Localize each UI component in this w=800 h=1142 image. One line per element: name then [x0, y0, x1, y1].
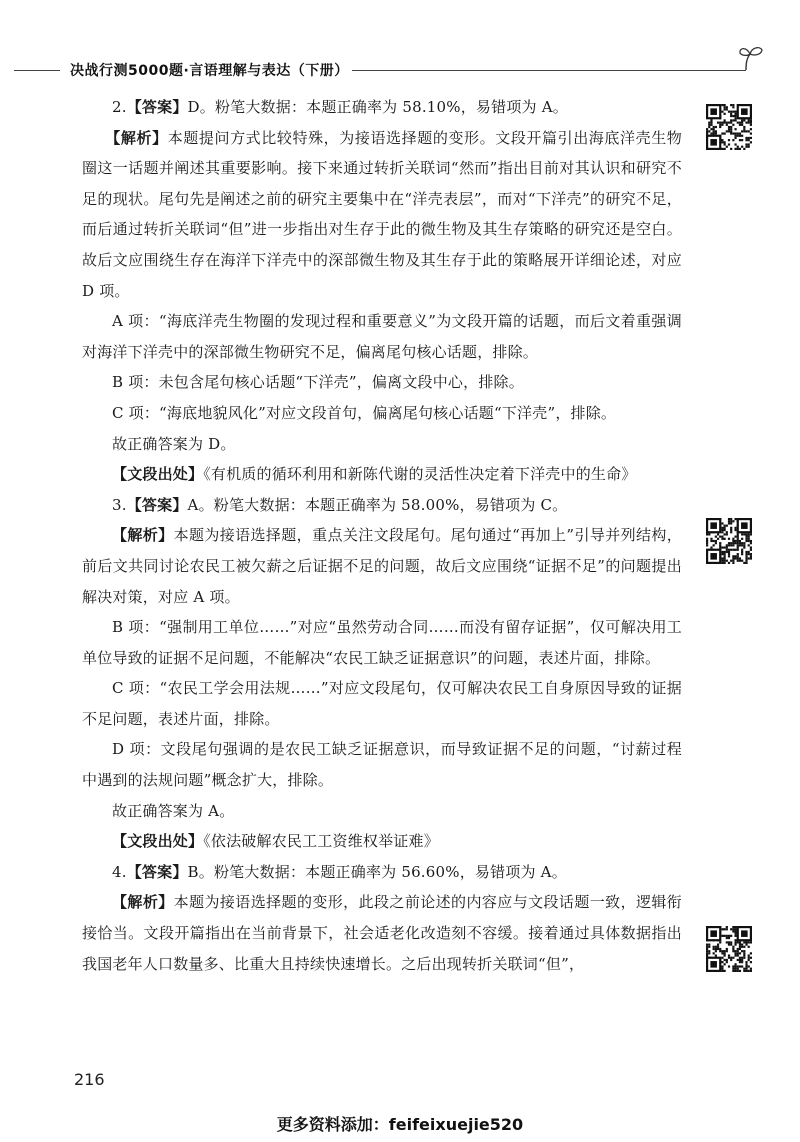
qr-code-icon[interactable] — [706, 926, 752, 972]
analysis-tag: 【解析】 — [112, 526, 174, 545]
header-title: 决战行测5000题·言语理解与表达（下册） — [70, 63, 349, 79]
qr-code-icon[interactable] — [706, 104, 752, 150]
paragraph: B 项：“强制用工单位……”对应“虽然劳动合同……而没有留存证据”，仅可解决用工单位导致的证据不足问题，不能解决“农民工缺乏证据意识”的问题，表述片面，排除。 — [82, 618, 682, 667]
paragraph: 4.【答案】B。粉笔大数据：本题正确率为 56.60%，易错项为 A。 — [112, 862, 567, 881]
paragraph: 故正确答案为 A。 — [112, 801, 235, 820]
source-tag: 【文段出处】 — [112, 465, 204, 484]
paragraph: 【解析】本题为接语选择题，重点关注文段尾句。尾句通过“再加上”引导并列结构，前后文共同讨论农民工被欠薪之后证据不足的问题，故后文应围绕“证据不足”的问题提出解决对策，对应 A 项。 — [82, 526, 682, 606]
paragraph: 【文段出处】《有机质的循环利用和新陈代谢的灵活性决定着下洋壳中的生命》 — [112, 465, 637, 484]
page-number: 216 — [74, 1070, 105, 1089]
paragraph: 【文段出处】《依法破解农民工工资维权举证难》 — [112, 832, 439, 851]
header-rule-left — [14, 70, 60, 71]
qr-code-icon[interactable] — [706, 518, 752, 564]
answer-explanations — [82, 92, 682, 979]
paragraph: A 项：“海底洋壳生物圈的发现过程和重要意义”为文段开篇的话题，而后文着重强调对海洋下洋壳中的深部微生物研究不足，偏离尾句核心话题，排除。 — [82, 312, 682, 361]
paragraph: 【解析】本题提问方式比较特殊，为接语选择题的变形。文段开篇引出海底洋壳生物圈这一话题并阐述其重要影响。接下来通过转折关联词“然而”指出目前对其认识和研究不足的现状。尾句先是阐述之前的研究主要集中在“洋壳表层”，而对“下洋壳”的研究不足，而后通过转折关联词“但”进一步指出对生存于此的微生物及其生存策略的研究还是空白。故后文应围绕生存在海洋下洋壳中的深部微生物及其生存于此的策略展开详细论述，对应 D 项。 — [82, 128, 682, 300]
sprout-icon — [736, 42, 766, 72]
footer-contact: 更多资料添加：feifeixuejie520 — [276, 1115, 524, 1134]
paragraph: D 项：文段尾句强调的是农民工缺乏证据意识，而导致证据不足的问题，“讨薪过程中遇到的法规问题”概念扩大，排除。 — [82, 740, 682, 790]
paragraph: C 项：“农民工学会用法规……”对应文段尾句，仅可解决农民工自身原因导致的证据不足问题，表述片面，排除。 — [82, 679, 682, 728]
answer-tag: 【答案】 — [126, 495, 188, 514]
paragraph: 2.【答案】D。粉笔大数据：本题正确率为 58.10%，易错项为 A。 — [112, 98, 568, 116]
header-rule-right — [352, 70, 746, 71]
paragraph: 故正确答案为 D。 — [112, 434, 236, 453]
answer-tag: 【答案】 — [126, 862, 188, 881]
paragraph: C 项：“海底地貌风化”对应文段首句，偏离尾句核心话题“下洋壳”，排除。 — [112, 403, 617, 422]
answer-tag: 【答案】 — [126, 98, 188, 116]
source-tag: 【文段出处】 — [112, 832, 204, 851]
paragraph: B 项：未包含尾句核心话题“下洋壳”，偏离文段中心，排除。 — [112, 373, 524, 392]
paragraph: 3.【答案】A。粉笔大数据：本题正确率为 58.00%，易错项为 C。 — [112, 495, 568, 514]
analysis-tag: 【解析】 — [112, 893, 174, 912]
analysis-tag: 【解析】 — [104, 128, 168, 147]
paragraph: 【解析】本题为接语选择题的变形，此段之前论述的内容应与文段话题一致，逻辑衔接恰当。文段开篇指出在当前背景下，社会适老化改造刻不容缓。接着通过具体数据指出我国老年人口数量多、比重大且持续快速增长。之后出现转折关联词“但”， — [82, 893, 682, 973]
running-header — [0, 58, 790, 84]
